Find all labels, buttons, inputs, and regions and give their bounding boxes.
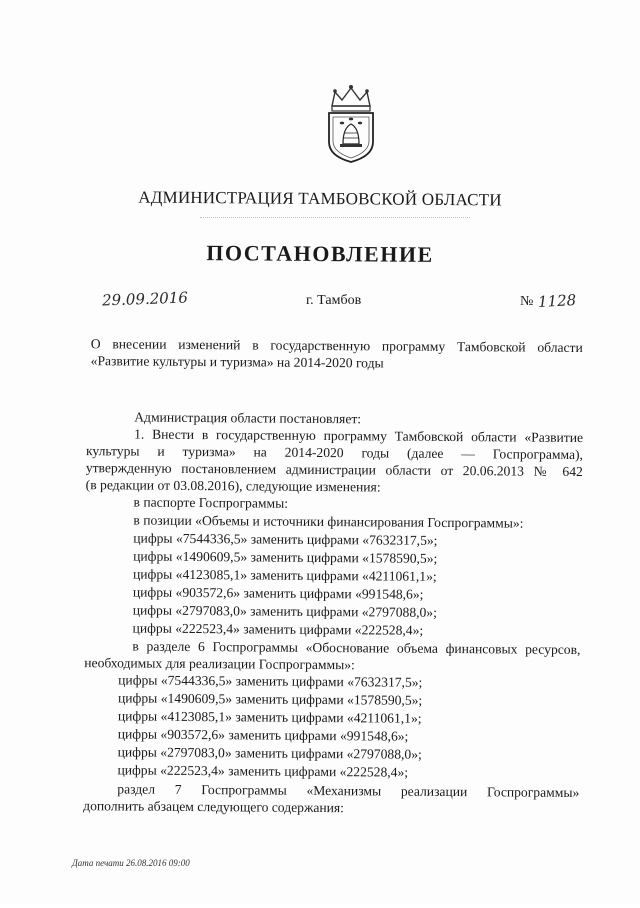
list-item: цифры «222523,4» заменить цифрами «222528,4»; (132, 620, 424, 638)
passport-heading: в паспорте Госпрограммы: (133, 494, 289, 511)
number-label: № (520, 294, 534, 309)
list-item: цифры «4123085,1» заменить цифрами «4211061,1»; (117, 708, 422, 726)
document-type: ПОСТАНОВЛЕНИЕ (206, 240, 434, 267)
list-item: цифры «4123085,1» заменить цифрами «4211061,1»; (132, 566, 437, 584)
list-item: цифры «2797083,0» заменить цифрами «2797088,0»; (117, 744, 422, 762)
position-heading: в позиции «Объемы и источники финансирования Госпрограммы»: (133, 512, 524, 531)
list-item: цифры «1490609,5» заменить цифрами «1578590,5»; (133, 548, 438, 566)
list-item: цифры «2797083,0» заменить цифрами «2797088,0»; (132, 602, 437, 620)
list-item: цифры «903572,6» заменить цифрами «991548,6»; (117, 726, 409, 744)
organization-name: АДМИНИСТРАЦИЯ ТАМБОВСКОЙ ОБЛАСТИ (138, 187, 502, 210)
section6-heading: в разделе 6 Госпрограммы «Обоснование объема финансовых ресурсов, (132, 638, 581, 658)
section6-heading: необходимых для реализации Госпрограммы»: (84, 655, 355, 673)
document-date: 29.09.2016 (101, 288, 189, 310)
document-city: г. Тамбов (306, 293, 362, 308)
title-line: О внесении изменений в государственную программу Тамбовской области (90, 336, 583, 356)
document-number: 1128 (537, 291, 577, 311)
list-item: цифры «1490609,5» заменить цифрами «1578590,5»; (117, 690, 423, 708)
list-item: цифры «222523,4» заменить цифрами «222528,4»; (117, 762, 409, 780)
print-date: Дата печати 26.08.2016 09:00 (72, 858, 190, 868)
section7-heading: дополнить абзацем следующего содержания: (83, 798, 345, 816)
title-line: «Развитие культуры и туризма» на 2014-2020 годы (90, 353, 384, 371)
paragraph-line: (в редакции от 03.08.2016), следующие изменения: (85, 477, 381, 495)
paragraph-line: утвержденную постановлением администрации области от 20.06.2013 № 642 (85, 460, 583, 480)
list-item: цифры «7544336,5» заменить цифрами «7632317,5»; (133, 530, 438, 548)
list-item: цифры «7544336,5» заменить цифрами «7632317,5»; (118, 672, 423, 690)
section7-heading: раздел 7 Госпрограммы «Механизмы реализации Госпрограммы» (117, 781, 580, 801)
intro-text: Администрация области постановляет: (134, 409, 362, 427)
paragraph-line: культуры и туризма» на 2014-2020 годы (далее — Госпрограмма), (85, 443, 584, 463)
paragraph-line: 1. Внести в государственную программу Тамбовской области «Развитие (134, 426, 584, 446)
list-item: цифры «903572,6» заменить цифрами «991548,6»; (132, 584, 424, 602)
